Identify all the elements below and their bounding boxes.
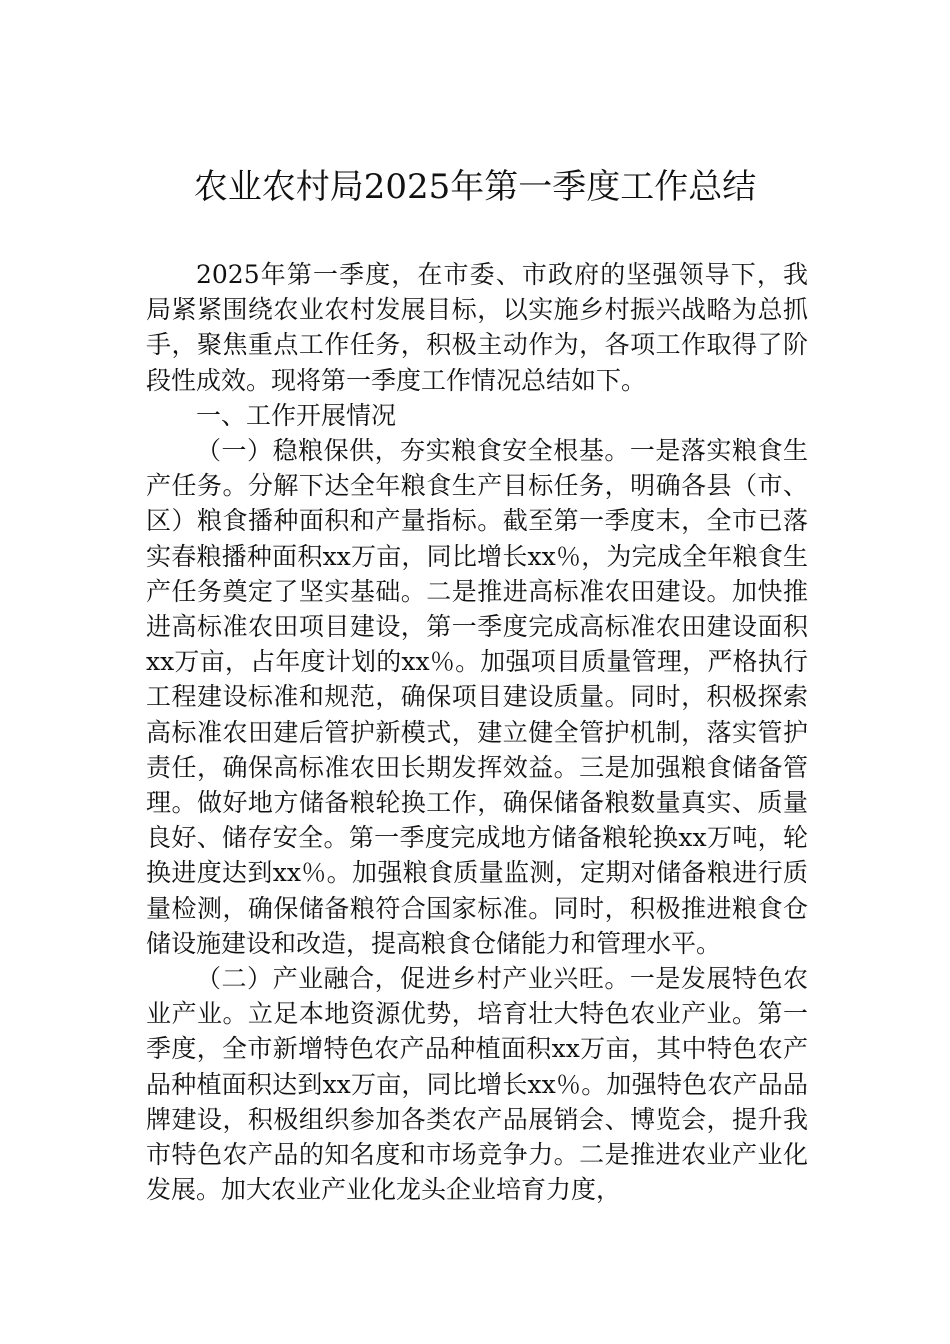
- section-2-paragraph: （二）产业融合，促进乡村产业兴旺。一是发展特色农业产业。立足本地资源优势，培育壮大特色农业产业。第一季度，全市新增特色农产品种植面积xx万亩，其中特色农产品种植面积达到xx万亩，同比增长xx％。加强特色农产品品牌建设，积极组织参加各类农产品展销会、博览会，提升我市特色农产品的知名度和市场竞争力。二是推进农业产业化发展。加大农业产业化龙头企业培育力度，: [146, 964, 808, 1205]
- intro-paragraph: 2025年第一季度，在市委、市政府的坚强领导下，我局紧紧围绕农业农村发展目标，以实施乡村振兴战略为总抓手，聚焦重点工作任务，积极主动作为，各项工作取得了阶段性成效。现将第一季度工作情况总结如下。: [146, 260, 808, 395]
- document-title: 农业农村局2025年第一季度工作总结: [193, 167, 757, 207]
- section-1-paragraph: （一）稳粮保供，夯实粮食安全根基。一是落实粮食生产任务。分解下达全年粮食生产目标任务，明确各县（市、区）粮食播种面积和产量指标。截至第一季度末，全市已落实春粮播种面积xx万亩，同比增长xx％，为完成全年粮食生产任务奠定了坚实基础。二是推进高标准农田建设。加快推进高标准农田项目建设，第一季度完成高标准农田建设面积xx万亩，占年度计划的xx％。加强项目质量管理，严格执行工程建设标准和规范，确保项目建设质量。同时，积极探索高标准农田建后管护新模式，建立健全管护机制，落实管护责任，确保高标准农田长期发挥效益。三是加强粮食储备管理。做好地方储备粮轮换工作，确保储备粮数量真实、质量良好、储存安全。第一季度完成地方储备粮轮换xx万吨，轮换进度达到xx％。加强粮食质量监测，定期对储备粮进行质量检测，确保储备粮符合国家标准。同时，积极推进粮食仓储设施建设和改造，提高粮食仓储能力和管理水平。: [146, 436, 808, 958]
- section-heading: 一、工作开展情况: [196, 400, 397, 430]
- document-body: [146, 257, 808, 1207]
